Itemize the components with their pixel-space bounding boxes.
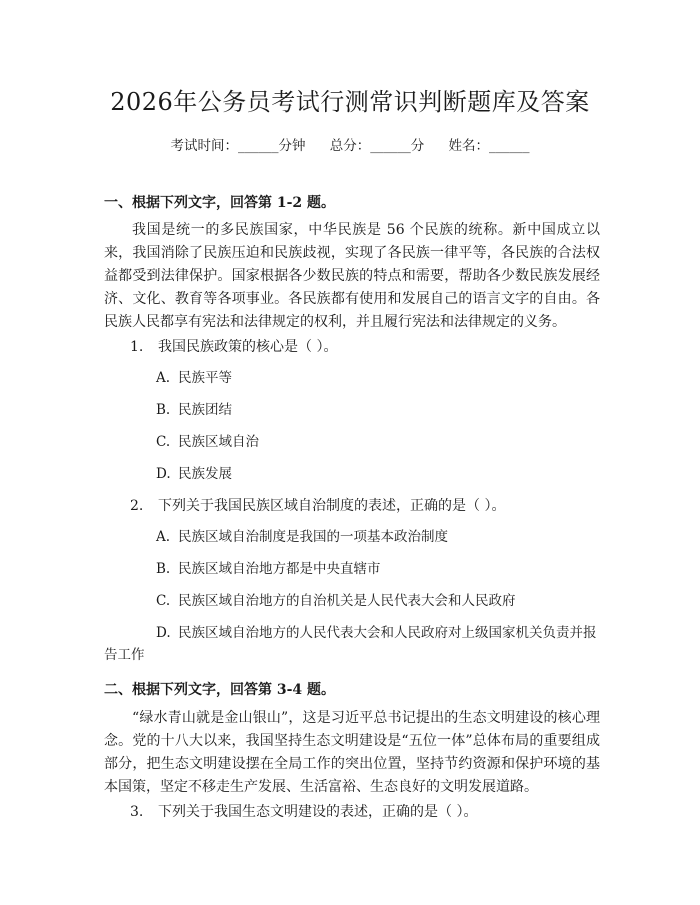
option-text: 民族团结 [178,402,232,418]
question-number: 3. [130,804,144,820]
option-2c [156,590,600,612]
option-text: 民族区域自治地方的自治机关是人民代表大会和人民政府 [178,593,516,609]
option-1a [156,367,600,389]
option-text: 民族区域自治地方的人民代表大会和人民政府对上级国家机关负责并报告工作 [104,625,597,663]
passage-1: 我国是统一的多民族国家，中华民族是 56 个民族的统称。新中国成立以来，我国消除了民族压迫和民族歧视，实现了各民族一律平等，各民族的合法权益都受到法律保护。国家根据各少数民族的特点和需要，帮助各少数民族发展经济、文化、教育等各项事业。各民族都有使用和发展自己的语言文字的自由。各民族人民都享有宪法和法律规定的权利，并且履行宪法和法律规定的义务。 [104,222,600,330]
option-letter: C. [156,434,171,450]
question-2 [130,495,600,517]
option-letter: A. [156,529,171,545]
question-text: 我国民族政策的核心是（ ）。 [158,339,338,355]
exam-time-field: 考试时间：______分钟 [170,138,306,154]
option-letter: B. [156,561,171,577]
option-letter: D. [156,625,171,641]
total-score-field: 总分：______分 [329,138,425,154]
question-number: 2. [130,498,144,514]
section-heading-2: 二、根据下列文字，回答第 3-4 题。 [104,682,336,698]
option-2a [156,526,600,548]
option-letter: A. [156,370,171,386]
option-1b [156,399,600,421]
question-3 [130,801,600,823]
option-letter: D. [156,466,171,482]
passage-2: “绿水青山就是金山银山”，这是习近平总书记提出的生态文明建设的核心理念。党的十八大以来，我国坚持生态文明建设是“五位一体”总体布局的重要组成部分，把生态文明建设摆在全局工作的突出位置，坚持节约资源和保护环境的基本国策，坚定不移走生产发展、生活富裕、生态良好的文明发展道路。 [104,710,600,795]
option-text: 民族区域自治制度是我国的一项基本政治制度 [178,529,448,545]
question-number: 1. [130,339,144,355]
option-letter: C. [156,593,171,609]
section-heading-1: 一、根据下列文字，回答第 1-2 题。 [104,195,336,211]
option-text: 民族区域自治地方都是中央直辖市 [178,561,381,577]
option-text: 民族发展 [178,466,232,482]
question-text: 下列关于我国民族区域自治制度的表述，正确的是（ ）。 [158,498,506,514]
option-text: 民族区域自治 [178,434,259,450]
name-field: 姓名：______ [448,138,530,154]
page-title: 2026年公务员考试行测常识判断题库及答案 [110,88,590,116]
exam-meta [0,134,700,154]
option-1c [156,431,600,453]
question-1 [130,336,600,358]
option-text: 民族平等 [178,370,232,386]
option-2d [104,622,600,666]
option-letter: B. [156,402,171,418]
option-2b [156,558,600,580]
option-1d [156,463,600,485]
question-text: 下列关于我国生态文明建设的表述，正确的是（ ）。 [158,804,478,820]
